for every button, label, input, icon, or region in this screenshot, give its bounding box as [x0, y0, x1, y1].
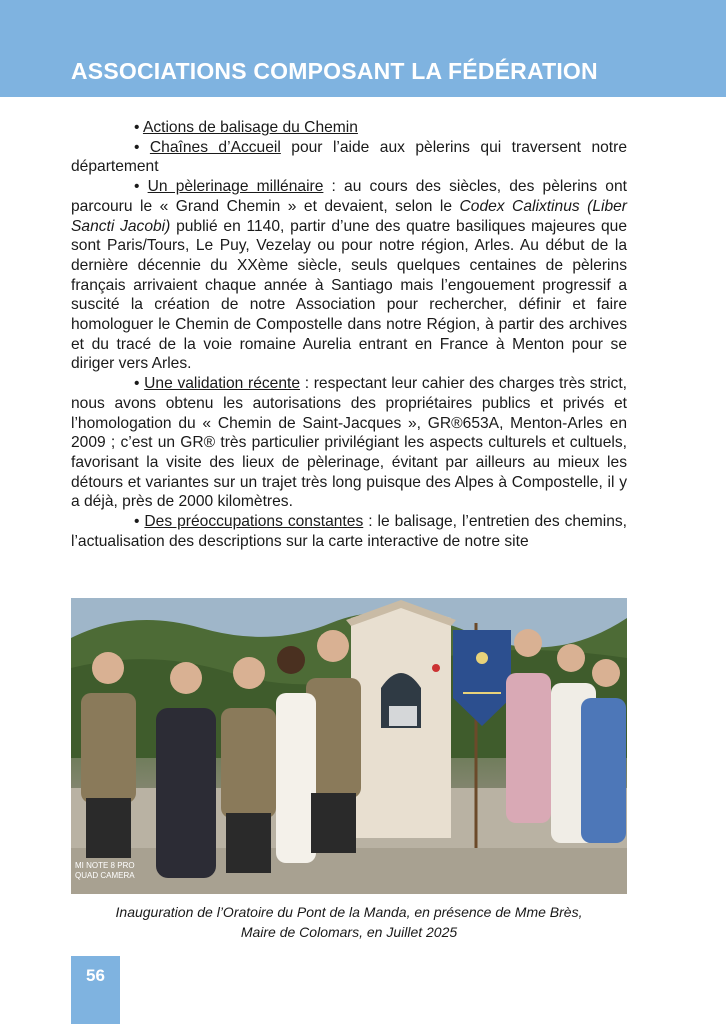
- item-text: pour l’aide aux pèlerins qui traversent notre département: [71, 138, 627, 176]
- item-text: : le balisage, l’entretien des chemins, l’actualisation des descriptions sur la carte interactive de notre site: [71, 513, 628, 550]
- item-heading: Chaînes d’Accueil: [149, 138, 281, 156]
- camera-watermark: MI NOTE 8 PRO: [75, 861, 135, 870]
- page-header: [0, 0, 726, 97]
- bullet: •: [134, 178, 148, 196]
- list-item: [71, 118, 627, 138]
- list-item: [71, 512, 627, 551]
- body-text: [71, 118, 627, 551]
- item-text: publié en 1140, partir d’une des quatre basiliques majeures que sont Paris/Tours, Le Puy, Vezelay ou pour notre région, Arles. Au début de la dernière décennie du XXème siècle, seuls quelques centaines de pèlerins français arrivaient chaque année à Santiago mais l’engouement progressif a suscité la création de notre Association pour rechercher, définir et faire homologuer le Chemin de Compostelle dans notre Région, à partir des archives et du tracé de la voie romaine Aurelia entrant en France à Menton pour se diriger vers Arles.: [71, 217, 627, 373]
- item-heading: Un pèlerinage millénaire: [147, 178, 324, 196]
- oratory: [346, 600, 456, 838]
- camera-watermark-line2: QUAD CAMERA: [75, 871, 135, 880]
- bullet: •: [134, 375, 145, 393]
- inauguration-photo: [71, 598, 627, 894]
- bullet: •: [134, 513, 145, 531]
- caption-line: Inauguration de l’Oratoire du Pont de la Manda, en présence de Mme Brès,: [115, 904, 583, 920]
- list-item: [71, 177, 627, 374]
- page-number-tab: [71, 956, 120, 1024]
- item-heading: Actions de balisage du Chemin: [142, 119, 358, 136]
- list-item: [71, 374, 627, 512]
- item-text: : respectant leur cahier des charges très strict, nous avons obtenu les autorisations des propriétaires publics et privés et l’homologation du « Chemin de Saint-Jacques », GR®653A, Menton-Arles en 2009 ; c’est un GR® très particulier privilégiant les aspects culturels et cultuels, favorisant la visite des lieux de pèlerinage, évitant par ailleurs au mieux les détours et variantes sur un trajet très long puisque des Alpes à Compostelle, il y a déjà, près de 2000 kilomètres.: [71, 375, 627, 511]
- bullet: •: [134, 138, 150, 156]
- item-heading: Des préoccupations constantes: [144, 513, 364, 531]
- bullet: •: [134, 119, 143, 136]
- list-item: [71, 138, 627, 177]
- section-title: ASSOCIATIONS COMPOSANT LA FÉDÉRATION: [71, 58, 598, 84]
- caption-line: Maire de Colomars, en Juillet 2025: [240, 924, 458, 940]
- page-number: 56: [86, 966, 105, 985]
- photo-caption: [71, 902, 627, 942]
- book-title: Codex Calixtinus (Liber Sancti Jacobi): [71, 197, 627, 235]
- photo-illustration: [71, 598, 627, 894]
- item-text: : au cours des siècles, des pèlerins ont parcouru le « Grand Chemin » et devaient, selon le: [71, 178, 627, 215]
- item-heading: Une validation récente: [144, 375, 301, 393]
